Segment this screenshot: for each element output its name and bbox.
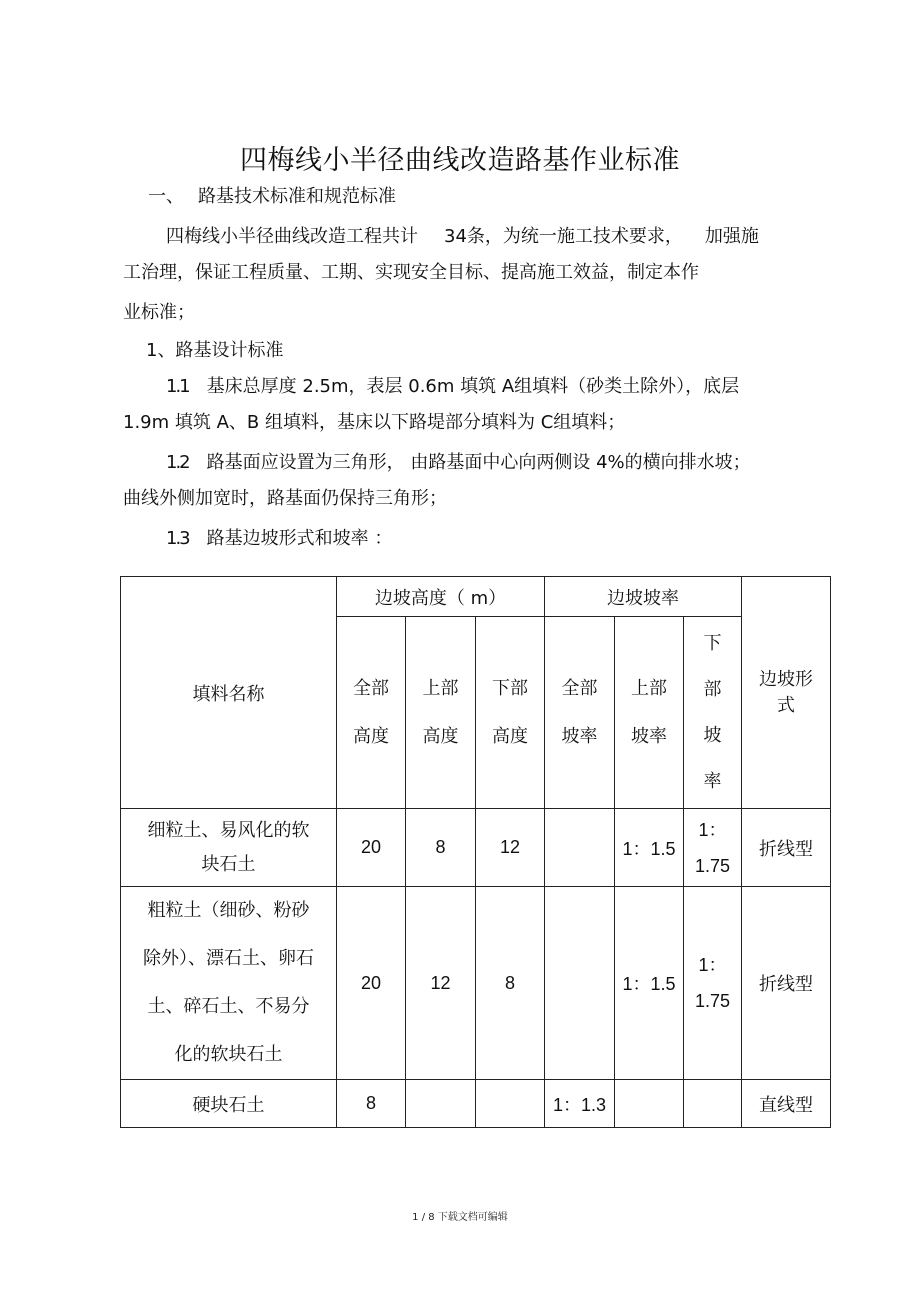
row2-form: 折线型	[742, 887, 831, 1080]
row2-lower-slope-line-2: 1.75	[695, 991, 731, 1011]
header-slope-group: 边坡坡率	[545, 577, 742, 617]
header-total-height-text: 全部高度	[353, 677, 389, 747]
row2-upper-slope: 1：1.5	[615, 887, 684, 1080]
header-upper-height	[406, 617, 476, 809]
row1-total-height: 20	[337, 809, 406, 887]
intro-line-2: 工治理，保证工程质量、工期、实现安全目标、提高施工效益，制定本作	[123, 262, 699, 283]
row2-lower-height: 8	[476, 887, 545, 1080]
header-slope-form-text: 边坡形式	[759, 668, 814, 716]
row2-fill-name	[121, 887, 337, 1080]
item-1-3-label: 1.3	[166, 528, 189, 549]
item-1-1-label: 1.1	[166, 376, 189, 397]
header-height-group: 边坡高度（ m）	[337, 577, 545, 617]
item-1-1-line-2: 1.9m 填筑 A、B 组填料，基床以下路堤部分填料为 C组填料；	[123, 412, 626, 433]
header-lower-height-text: 下部高度	[492, 677, 529, 747]
row3-upper-height	[406, 1080, 476, 1128]
item-1-2-line-1	[166, 448, 751, 474]
header-upper-slope-text: 上部坡率	[631, 677, 668, 747]
header-upper-slope	[615, 617, 684, 809]
row2-name-line-2: 除外）、漂石土、卵石	[143, 948, 314, 969]
row3-lower-slope	[684, 1080, 742, 1128]
intro-text-c: 加强施	[704, 226, 759, 247]
row2-name-line-3: 土、碎石土、不易分	[147, 996, 310, 1017]
row2-total-slope	[545, 887, 615, 1080]
item-1-3-line-1	[166, 524, 392, 550]
item-1-1-text: 基床总厚度 2.5m，表层 0.6m 填筑 A组填料（砂类土除外），底层	[206, 376, 740, 397]
item-1-2-text: 路基面应设置为三角形， 由路基面中心向两侧设 4%的横向排水坡；	[206, 452, 751, 473]
intro-line-1	[166, 222, 759, 248]
row3-form: 直线型	[742, 1080, 831, 1128]
row3-total-slope: 1：1.3	[545, 1080, 615, 1128]
header-lower-slope-text: 下部坡率	[703, 632, 722, 792]
intro-text-b: 条，为统一施工技术要求，	[466, 226, 683, 247]
section-heading-1	[148, 182, 396, 208]
row3-upper-slope	[615, 1080, 684, 1128]
table-row	[121, 809, 831, 887]
row3-fill-name: 硬块石土	[121, 1080, 337, 1128]
row1-lower-slope	[684, 809, 742, 887]
row1-form: 折线型	[742, 809, 831, 887]
header-lower-slope	[684, 617, 742, 809]
row1-total-slope	[545, 809, 615, 887]
header-total-slope-text: 全部坡率	[561, 677, 598, 747]
table-row	[121, 887, 831, 1080]
row3-total-height: 8	[337, 1080, 406, 1128]
header-slope-form	[742, 577, 831, 809]
item-1-3-text: 路基边坡形式和坡率 ：	[206, 528, 393, 549]
row1-name-line-1: 细粒土、易风化的软	[147, 819, 310, 841]
slope-table	[120, 576, 831, 1128]
row2-lower-slope-line-1: 1：	[698, 955, 727, 975]
row2-name-line-1: 粗粒土（细砂、粉砂	[147, 900, 310, 921]
intro-text-a: 四梅线小半径曲线改造工程共计	[166, 226, 418, 247]
row3-lower-height	[476, 1080, 545, 1128]
row1-upper-height: 8	[406, 809, 476, 887]
header-lower-height	[476, 617, 545, 809]
item-1-2-label: 1.2	[166, 452, 189, 473]
header-upper-height-text: 上部高度	[422, 677, 459, 747]
header-fill-name: 填料名称	[121, 577, 337, 809]
document-title: 四梅线小半径曲线改造路基作业标准	[240, 145, 680, 176]
intro-line-3: 业标准；	[123, 302, 195, 323]
section-heading-text: 路基技术标准和规范标准	[198, 186, 396, 207]
row2-name-line-4: 化的软块石土	[174, 1044, 283, 1065]
row1-upper-slope: 1：1.5	[615, 809, 684, 887]
row2-lower-slope	[684, 887, 742, 1080]
intro-count: 34	[444, 226, 467, 247]
row2-upper-height: 12	[406, 887, 476, 1080]
subsection-heading-1: 1、路基设计标准	[146, 340, 284, 361]
row1-name-line-2: 块石土	[201, 853, 256, 875]
row1-fill-name	[121, 809, 337, 887]
row1-lower-slope-line-1: 1：	[698, 819, 727, 840]
header-total-height	[337, 617, 406, 809]
item-1-2-line-2: 曲线外侧加宽时，路基面仍保持三角形；	[123, 488, 447, 509]
item-1-1-line-1	[166, 372, 739, 398]
table-row	[121, 1080, 831, 1128]
row2-total-height: 20	[337, 887, 406, 1080]
section-number: 一、	[148, 186, 184, 207]
row1-lower-height: 12	[476, 809, 545, 887]
row1-lower-slope-line-2: 1.75	[695, 855, 731, 876]
page-footer: 1 / 8 下载文档可编辑	[412, 1212, 508, 1223]
header-total-slope	[545, 617, 615, 809]
